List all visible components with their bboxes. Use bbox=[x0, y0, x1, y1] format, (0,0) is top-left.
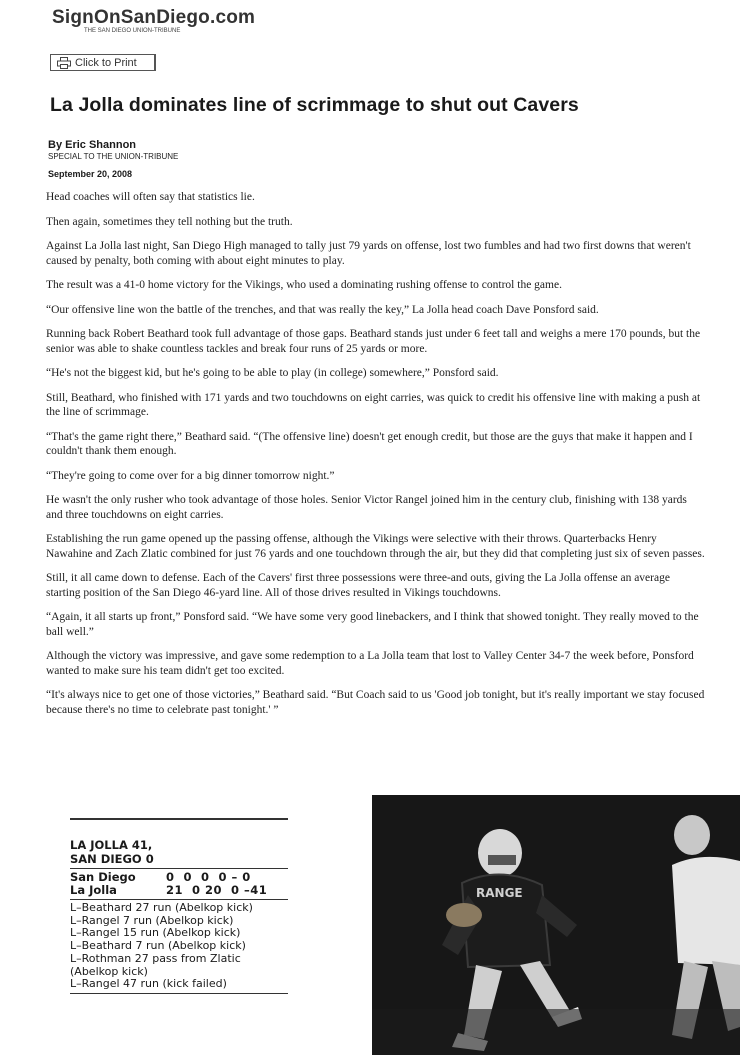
team-name: San Diego bbox=[70, 870, 136, 884]
article-paragraph: Although the victory was impressive, and gave some redemption to a La Jolla team that lost to Valley Center 34-7 the week before, Ponsford wanted to make sure his team didn't get too excited. bbox=[46, 650, 694, 677]
game-scorebox bbox=[70, 818, 288, 996]
scoring-play: L–Beathard 7 run (Abelkop kick) bbox=[70, 939, 246, 953]
quarter-scores: 0 0 0 0 – 0 bbox=[166, 870, 251, 884]
scoring-play: (Abelkop kick) bbox=[70, 964, 148, 978]
jersey-text: RANGE bbox=[476, 886, 523, 900]
scorebox-title: SAN DIEGO 0 bbox=[70, 852, 154, 866]
scoring-summary bbox=[70, 902, 288, 991]
helmet-icon bbox=[478, 829, 522, 877]
scoring-play: L–Rothman 27 pass from Zlatic bbox=[70, 951, 241, 965]
article-headline: La Jolla dominates line of scrimmage to shut out Cavers bbox=[50, 94, 579, 116]
masthead bbox=[52, 8, 255, 35]
game-photo bbox=[372, 795, 740, 1055]
site-tagline: THE SAN DIEGO UNION-TRIBUNE bbox=[84, 28, 181, 34]
author: By Eric Shannon bbox=[48, 139, 137, 151]
article-paragraph: “That's the game right there,” Beathard said. “(The offensive line) doesn't get enough credit, but those are the guys that make it happen and I couldn't thank them enough. bbox=[46, 430, 693, 457]
article-body bbox=[46, 190, 706, 727]
article-paragraph: He wasn't the only rusher who took advantage of those holes. Senior Victor Rangel joined him in the century club, finishing with 138 yards and three touchdowns on eight carries. bbox=[46, 494, 687, 521]
scorebox-bottom-rule bbox=[70, 993, 288, 994]
score-row bbox=[70, 884, 288, 897]
scorebox-divider bbox=[70, 868, 288, 869]
site-logo[interactable]: SignOnSanDiego.com bbox=[52, 7, 256, 28]
print-label: Click to Print bbox=[75, 56, 137, 69]
scorebox-title: LA JOLLA 41, bbox=[70, 838, 153, 852]
article-paragraph: Then again, sometimes they tell nothing but the truth. bbox=[46, 215, 293, 228]
scoring-play: L–Rangel 47 run (kick failed) bbox=[70, 977, 227, 991]
article-paragraph: Still, Beathard, who finished with 171 yards and two touchdowns on eight carries, was quick to credit his offensive line with making a push at the line of scrimmage. bbox=[46, 391, 701, 418]
byline bbox=[48, 139, 178, 180]
team-name: La Jolla bbox=[70, 883, 117, 897]
article-paragraph: Head coaches will often say that statistics lie. bbox=[46, 191, 255, 203]
author-affiliation: SPECIAL TO THE UNION-TRIBUNE bbox=[48, 152, 179, 161]
scoring-play: L–Rangel 15 run (Abelkop kick) bbox=[70, 926, 241, 940]
article-paragraph: “Our offensive line won the battle of the trenches, and that was really the key,” La Jolla head coach Dave Ponsford said. bbox=[46, 303, 599, 316]
scorebox-divider bbox=[70, 899, 288, 900]
article-paragraph: “They're going to come over for a big dinner tomorrow night.” bbox=[46, 469, 335, 482]
article-paragraph: “Again, it all starts up front,” Ponsford said. “We have some very good linebackers, and I think that showed tonight. They really moved to the ball well.” bbox=[46, 611, 699, 638]
printer-icon bbox=[57, 57, 71, 69]
article-paragraph: Against La Jolla last night, San Diego High managed to tally just 79 yards on offense, lost two fumbles and had two first downs that weren't caused by penalty, both coming with about eight minutes to play. bbox=[46, 240, 691, 267]
article-paragraph: Running back Robert Beathard took full advantage of those gaps. Beathard stands just under 6 feet tall and weighs a mere 170 pounds, but the senior was able to shake countless tackles and break four runs of 25 yards or more. bbox=[46, 328, 701, 355]
article-paragraph: The result was a 41-0 home victory for the Vikings, who used a dominating rushing offense to control the game. bbox=[46, 279, 562, 291]
article-paragraph: “It's always nice to get one of those victories,” Beathard said. “But Coach said to us 'Good job tonight, but it's really important we stay focused because there's no time to celebrate past tonight.' ” bbox=[46, 689, 705, 716]
article-paragraph: Still, it all came down to defense. Each of the Cavers' first three possessions were three-and outs, giving the La Jolla offense an average starting position of the San Diego 46-yard line. All of those drives resulted in Vikings touchdowns. bbox=[46, 572, 670, 599]
publish-date: September 20, 2008 bbox=[48, 169, 133, 179]
scoring-play: L–Rangel 7 run (Abelkop kick) bbox=[70, 913, 234, 927]
article-paragraph: “He's not the biggest kid, but he's going to be able to play (in college) somewhere,” Ponsford said. bbox=[46, 367, 499, 379]
quarter-scores: 21 0 20 0 –41 bbox=[166, 883, 268, 897]
scoring-play: L–Beathard 27 run (Abelkop kick) bbox=[70, 901, 253, 914]
click-to-print-button[interactable] bbox=[50, 54, 156, 71]
scorebox-top-rule bbox=[70, 818, 288, 820]
football-action-photo bbox=[372, 795, 740, 1055]
article-paragraph: Establishing the run game opened up the passing offense, although the Vikings were selective with their throws. Quarterbacks Henry Nawahine and Zach Zlatic combined for just 76 yards and one touchdown through the air, but they did that completing just six of seven passes. bbox=[46, 533, 705, 560]
